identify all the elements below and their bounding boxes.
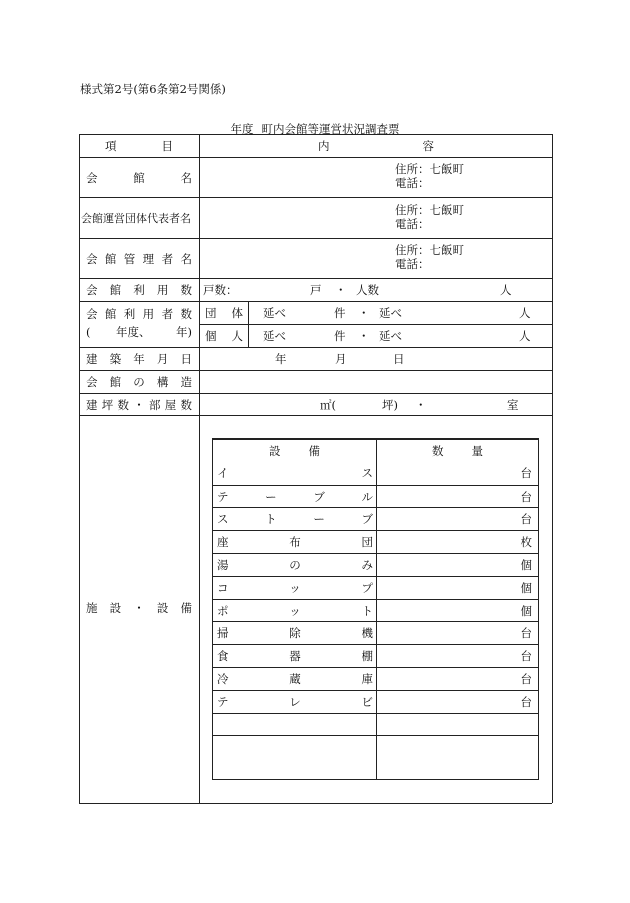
title-year: 年度 (230, 122, 254, 136)
equipment-row (213, 485, 538, 508)
equipment-empty-row (213, 735, 538, 758)
equipment-item-name: イ ス (217, 466, 373, 481)
usage-dot: ・ (335, 283, 347, 297)
equipment-item-unit: 台 (520, 626, 532, 641)
equipment-header-row (213, 439, 538, 462)
equipment-row (213, 576, 538, 599)
equipment-row (213, 599, 538, 622)
label-users-period: ( 年度、 年) (86, 325, 192, 339)
equipment-row (213, 530, 538, 553)
equipment-row (213, 553, 538, 576)
label-area: 建 坪 数 ・ 部 屋 数 (86, 397, 192, 412)
manager-address: 住所：七飯町 電話： (395, 243, 464, 271)
equipment-item-name: コ ッ プ (217, 580, 373, 595)
label-manager: 会 館 管 理 者 名 (86, 251, 192, 266)
equipment-item-name: ス ト ー ブ (217, 512, 373, 527)
equipment-empty-row (213, 713, 538, 736)
label-structure: 会 館 の 構 造 (86, 375, 192, 389)
equipment-item-unit: 個 (520, 603, 532, 618)
equipment-item-name: 座 布 団 (217, 535, 373, 550)
equipment-item-name: 掃 除 機 (217, 626, 373, 641)
area-room: 室 (507, 397, 519, 412)
area-dot: ・ (415, 397, 427, 412)
equipment-row (213, 462, 538, 485)
equipment-row (213, 644, 538, 667)
equipment-item-name: テ ー ブ ル (217, 489, 373, 504)
form-number: 様式第2号(第6条第2号関係) (80, 82, 226, 96)
area-tsubo: 坪) (382, 397, 398, 412)
equipment-item-unit: 台 (520, 466, 532, 481)
equipment-item-name: 食 器 棚 (217, 649, 373, 664)
people-unit: 人 (500, 283, 512, 297)
equipment-item-name: テ レ ビ (217, 694, 373, 709)
equipment-item-name: ポ ッ ト (217, 603, 373, 618)
equipment-item-unit: 台 (520, 512, 532, 527)
label-individual: 個 人 (205, 329, 243, 343)
equipment-row (213, 667, 538, 690)
header-item: 項 目 (105, 139, 173, 153)
equipment-item-name: 湯 の み (217, 558, 373, 572)
equipment-item-unit: 個 (520, 558, 532, 572)
equipment-row (213, 690, 538, 713)
households-unit: 戸 (310, 283, 322, 297)
label-usage: 会 館 利 用 数 (86, 283, 192, 297)
label-built-date: 建 築 年 月 日 (86, 352, 192, 366)
label-hall-name: 会 館 名 (86, 170, 192, 185)
header-content: 内 容 (318, 139, 434, 153)
equipment-header-item: 設 備 (269, 444, 320, 458)
equipment-item-name: 冷 蔵 庫 (217, 672, 373, 686)
equipment-item-unit: 個 (520, 580, 532, 595)
tel-label: 電話： (395, 176, 430, 190)
built-year: 年 (275, 352, 287, 366)
label-users: 会 館 利 用 者 数 (86, 307, 192, 321)
rep-address: 住所：七飯町 電話： (395, 203, 464, 231)
hall-address (395, 162, 464, 190)
label-facilities: 施 設 ・ 設 備 (86, 601, 192, 615)
equipment-item-unit: 枚 (520, 535, 532, 550)
label-group: 団 体 (205, 306, 243, 320)
equipment-item-unit: 台 (520, 489, 532, 504)
equipment-item-unit: 台 (520, 649, 532, 664)
people-label: 人数 (356, 283, 379, 297)
equipment-header-qty: 数 量 (432, 444, 483, 458)
households-label: 戸数： (203, 283, 238, 297)
equipment-item-unit: 台 (520, 694, 532, 709)
equipment-item-unit: 台 (520, 672, 532, 686)
built-month: 月 (335, 352, 347, 366)
equipment-row (213, 507, 538, 530)
label-representative: 会館運営団体代表者名 (81, 212, 191, 225)
built-day: 日 (393, 352, 405, 366)
address-label: 住所：七飯町 (395, 162, 464, 176)
equipment-row (213, 621, 538, 644)
title-name: 町内会館等運営状況調査票 (261, 122, 400, 136)
equipment-table (212, 438, 539, 780)
area-sqm: ㎡( (320, 397, 336, 412)
